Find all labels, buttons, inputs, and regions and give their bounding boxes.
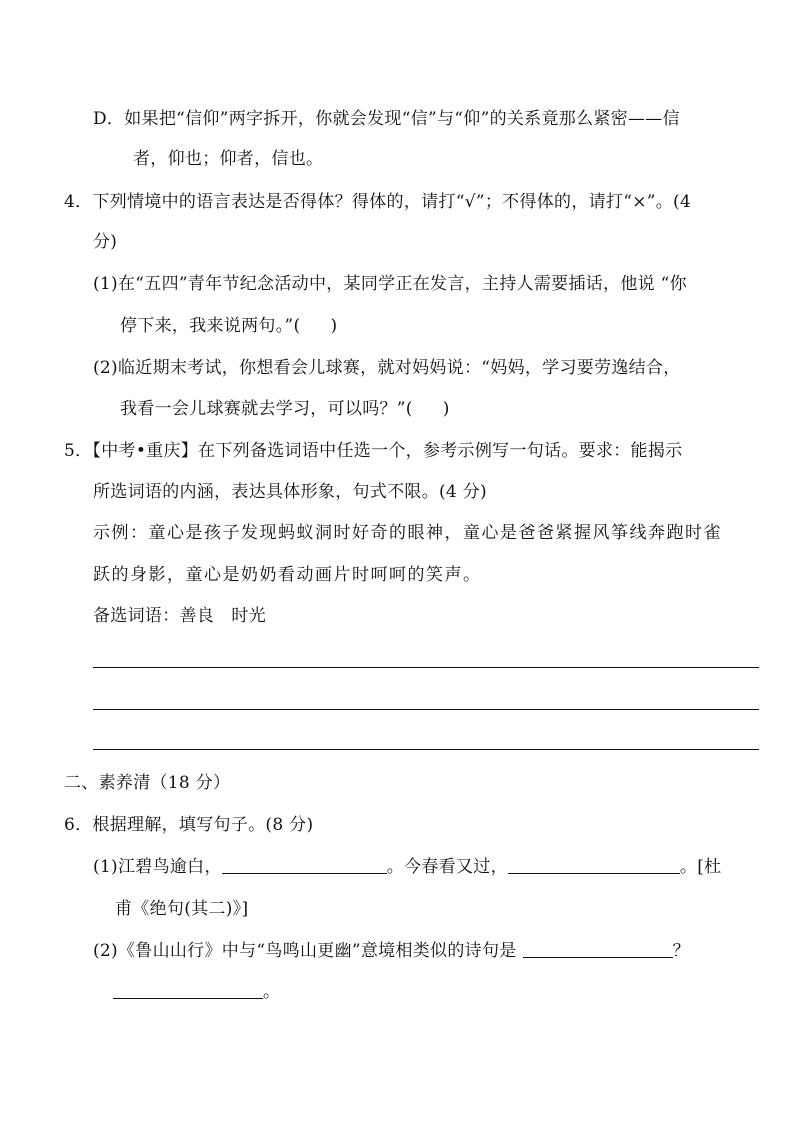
section-2-title: 二、素养清（18 分） xyxy=(64,773,231,793)
q6-item2-line1 xyxy=(93,939,690,963)
q6-item2-part-b: ？ xyxy=(672,941,690,961)
q6-item1-blank-2[interactable] xyxy=(508,855,680,874)
q5-example-line2: 跃的身影，童心是奶奶看动画片时呵呵的笑声。 xyxy=(93,565,482,585)
q6-item2-blank-2[interactable] xyxy=(113,980,263,999)
q4-item1-text: 停下来，我来说两句。”( xyxy=(120,316,301,336)
q6-item1-blank-1[interactable] xyxy=(222,855,387,874)
q6-item2-part-a: (2)《鲁山山行》中与“鸟鸣山更幽”意境相类似的诗句是 xyxy=(93,941,517,961)
q4-item1-line1: (1)在“五四”青年节纪念活动中，某同学正在发言，主持人需要插话，他说 “你 xyxy=(93,274,687,294)
q4-stem-line1: 4．下列情境中的语言表达是否得体？得体的，请打“√”；不得体的，请打“×”。(4 xyxy=(64,192,692,212)
q5-answer-line-1[interactable] xyxy=(93,667,759,668)
q6-item1-line2: 甫《绝句(其二)》] xyxy=(115,899,249,919)
q6-item1-part-c: 。[杜 xyxy=(679,857,722,877)
q4-item2-line1: (2)临近期末考试，你想看会儿球赛，就对妈妈说：“妈妈，学习要劳逸结合， xyxy=(93,358,681,378)
q6-item2-line2 xyxy=(113,980,280,1004)
q4-item2-text: 我看一会儿球赛就去学习，可以吗？”( xyxy=(120,399,413,419)
q5-example-line1: 示例：童心是孩子发现蚂蚁洞时好奇的眼神，童心是爸爸紧握风筝线奔跑时雀 xyxy=(93,523,722,543)
q5-options: 备选词语：善良 时光 xyxy=(93,606,266,626)
q6-item1-part-a: (1)江碧鸟逾白， xyxy=(93,857,222,877)
q3d-line2: 者，仰也；仰者，信也。 xyxy=(133,149,324,169)
q4-stem-line2: 分) xyxy=(93,232,118,252)
q6-item2-end: 。 xyxy=(263,982,281,1002)
q6-stem: 6．根据理解，填写句子。(8 分) xyxy=(64,815,314,835)
q4-item2-close-paren: ) xyxy=(442,399,450,419)
q4-item1-close-paren: ) xyxy=(330,316,338,336)
q5-stem-line1: 5．【中考•重庆】在下列备选词语中任选一个，参考示例写一句话。要求：能揭示 xyxy=(64,441,683,461)
q4-item2-line2 xyxy=(120,397,450,421)
q6-item1-line1 xyxy=(93,855,721,879)
q5-stem-line2: 所选词语的内涵，表达具体形象，句式不限。(4 分) xyxy=(93,482,487,502)
q6-item2-blank-1[interactable] xyxy=(523,939,673,958)
q4-item1-line2 xyxy=(120,314,337,338)
q5-answer-line-3[interactable] xyxy=(93,749,759,750)
q6-item1-part-b: 。今春看又过， xyxy=(386,857,508,877)
q5-answer-line-2[interactable] xyxy=(93,709,759,710)
q3d-line1: D．如果把“信仰”两字拆开，你就会发现“信”与“仰”的关系竟那么紧密——信 xyxy=(93,109,680,129)
